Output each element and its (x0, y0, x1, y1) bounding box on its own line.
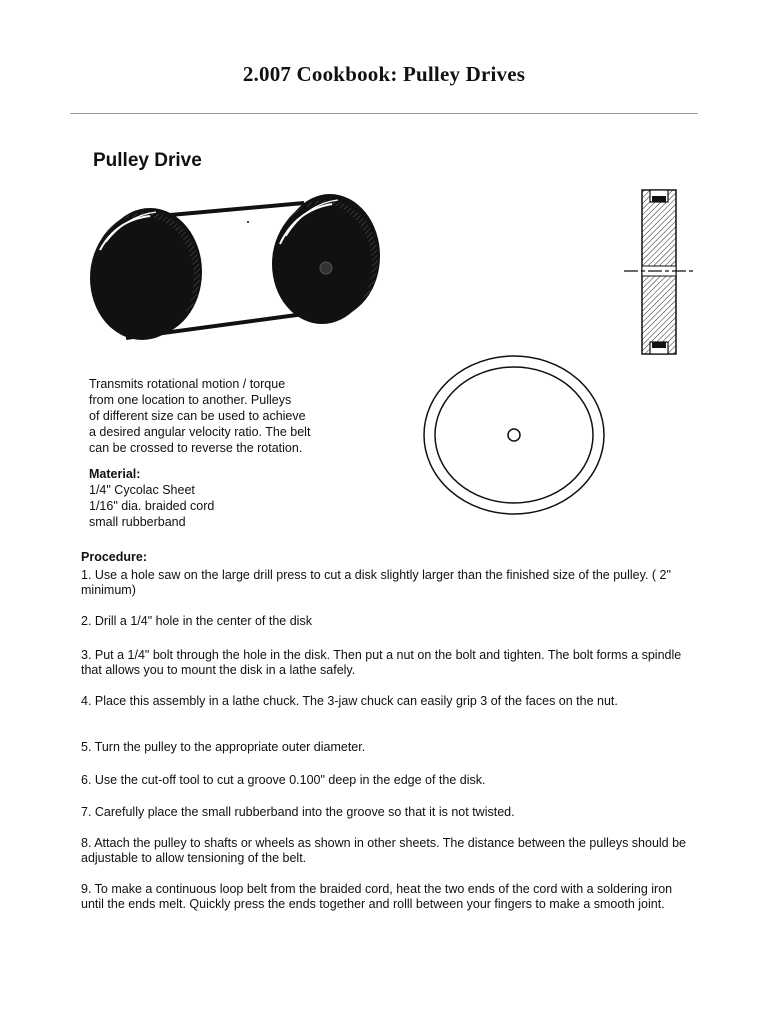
procedure-heading: Procedure: (81, 550, 147, 564)
pulley-cross-section-figure (620, 186, 700, 362)
procedure-section (81, 550, 691, 911)
document-header: 2.007 Cookbook: Pulley Drives (242, 62, 526, 86)
left-pulley (90, 208, 202, 340)
right-pulley (272, 194, 380, 324)
material-item: 1/16" dia. braided cord (89, 499, 215, 513)
description-line: Transmits rotational motion / torque (89, 377, 286, 391)
material-item: small rubberband (89, 515, 186, 529)
pulley-pair-figure (86, 190, 386, 350)
procedure-step-8: 8. Attach the pulley to shafts or wheels as shown in other sheets. The distance between the pulleys should be adjustable to allow tensioning of the belt. (81, 836, 687, 865)
procedure-step-1: 1. Use a hole saw on the large drill press to cut a disk slightly larger than the finished size of the pulley. ( 2" minimum) (81, 568, 671, 597)
pulley-top-view-figure (420, 355, 610, 520)
center-hole-icon (508, 429, 520, 441)
procedure-step-4: 4. Place this assembly in a lathe chuck. The 3-jaw chuck can easily grip 3 of the faces on the nut. (81, 694, 618, 708)
description-line: of different size can be used to achieve (89, 409, 306, 423)
procedure-step-5: 5. Turn the pulley to the appropriate outer diameter. (81, 740, 366, 754)
description-text (89, 376, 389, 456)
procedure-step-3: 3. Put a 1/4" bolt through the hole in the disk. Then put a nut on the bolt and tighten. The bolt forms a spindle that allows you to mount the disk in a lathe safely. (81, 648, 682, 677)
procedure-step-2: 2. Drill a 1/4" hole in the center of the disk (81, 614, 312, 628)
description-line: can be crossed to reverse the rotation. (89, 441, 303, 455)
material-section (89, 466, 214, 530)
material-heading: Material: (89, 467, 141, 481)
material-item: 1/4" Cycolac Sheet (89, 483, 195, 497)
sheet-title: Pulley Drive (93, 150, 202, 171)
header-divider (70, 113, 698, 114)
description-line: from one location to another. Pulleys (89, 393, 292, 407)
procedure-step-7: 7. Carefully place the small rubberband into the groove so that it is not twisted. (81, 805, 515, 819)
description-line: a desired angular velocity ratio. The belt (89, 425, 311, 439)
procedure-step-6: 6. Use the cut-off tool to cut a groove 0.100" deep in the edge of the disk. (81, 773, 486, 787)
procedure-step-9: 9. To make a continuous loop belt from the braided cord, heat the two ends of the cord with a soldering iron until the ends melt. Quickly press the ends together and rolll between your fingers to make a smooth joint. (81, 882, 673, 911)
